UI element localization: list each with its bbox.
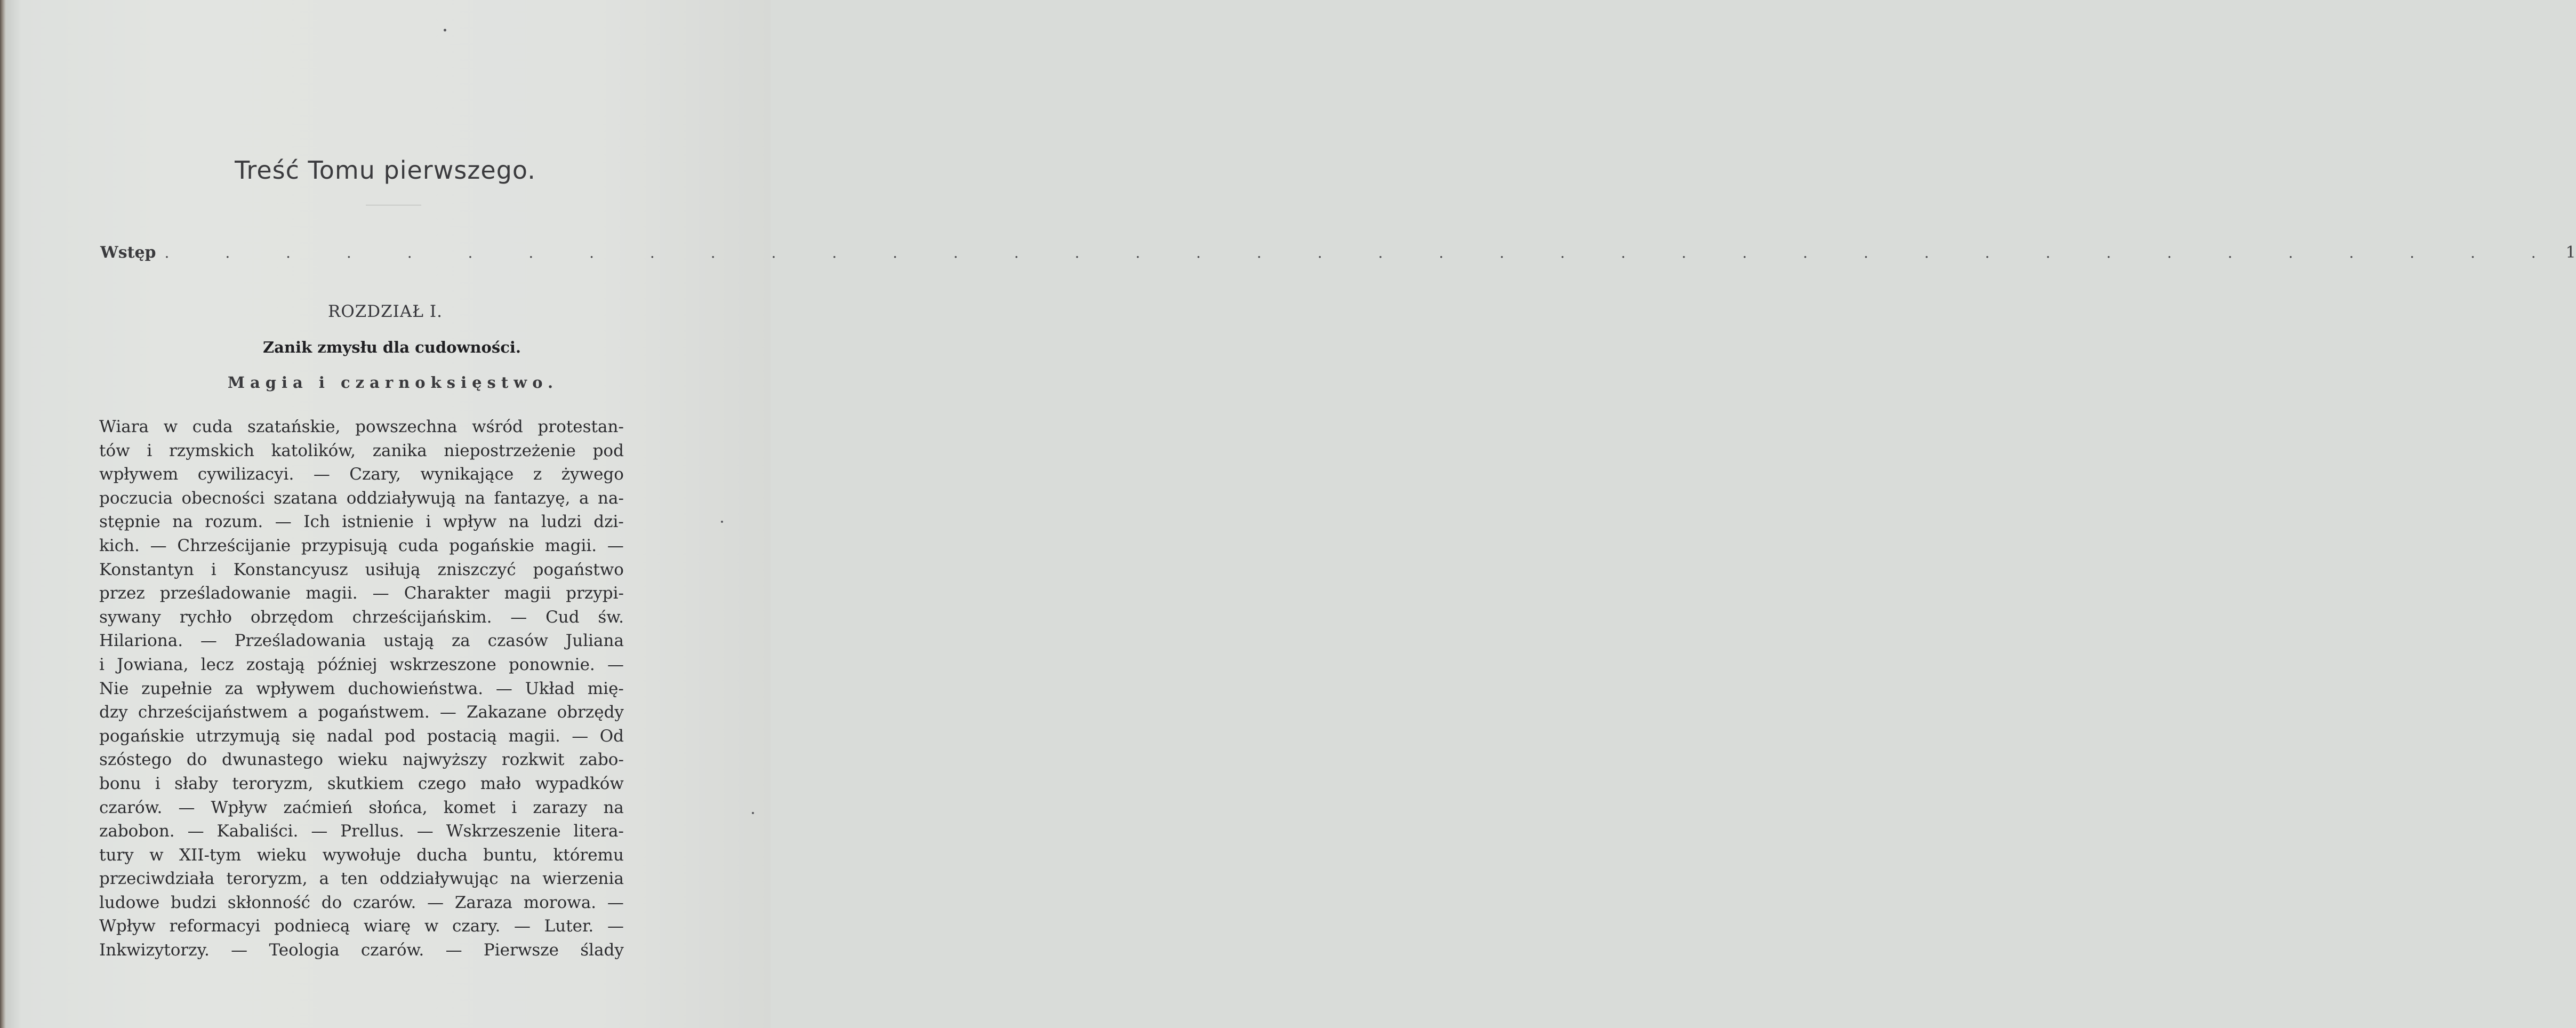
page-title: Treść Tomu pierwszego. (235, 156, 536, 185)
toc-entry-wstep (100, 243, 2576, 269)
toc-entry-label: Wstęp (100, 243, 156, 262)
text-line: poczucia obecności szatana oddziaływują na fantazyę, a na- (99, 488, 624, 508)
text-line: stępnie na rozum. — Ich istnienie i wpływ na ludzi dzi- (99, 512, 624, 532)
text-line: tów i rzymskich katolików, zanika niepostrzeżenie pod (99, 441, 624, 460)
text-line: kich. — Chrześcijanie przypisują cuda pogańskie magii. — (99, 536, 624, 555)
paper-speck (721, 521, 723, 523)
chapter-title: Zanik zmysłu dla cudowności. (263, 338, 521, 356)
chapter-heading: ROZDZIAŁ I. (327, 302, 443, 321)
text-line: Hilariona. — Prześladowania ustają za czasów Juliana (99, 631, 624, 651)
text-line: bonu i słaby teroryzm, skutkiem czego mało wypadków (99, 774, 624, 793)
text-line: czarów. — Wpływ zaćmień słońca, komet i zarazy na (99, 798, 624, 817)
text-line: ludowe budzi skłonność do czarów. — Zaraza morowa. — (99, 892, 624, 912)
chapter-subtitle: Magia i czarnoksięstwo. (227, 373, 559, 392)
text-line: przez prześladowanie magii. — Charakter magii przypi- (99, 584, 624, 603)
text-line: wpływem cywilizacyi. — Czary, wynikające z żywego (99, 465, 624, 484)
text-line: Inkwizytorzy. — Teologia czarów. — Pierwsze ślady (99, 941, 624, 960)
text-line: Nie zupełnie za wpływem duchowieństwa. — Układ mię- (99, 679, 624, 698)
toc-entry-page: 1 (2565, 243, 2576, 262)
page-binding-edge (0, 0, 6, 1028)
chapter-summary (99, 415, 624, 962)
text-line: Konstantyn i Konstancyusz usiłują zniszczyć pogaństwo (99, 560, 624, 579)
text-line: przeciwdziała teroryzm, a ten oddziaływując na wierzenia (99, 869, 624, 889)
text-line: Wpływ reformacyi podniecą wiarę w czary. — Luter. — (99, 917, 624, 936)
paper-speck (752, 812, 754, 814)
text-line: Wiara w cuda szatańskie, powszechna wśród protestan- (99, 417, 624, 436)
text-line: sywany rychło obrzędom chrześcijańskim. — Cud św. (99, 607, 624, 627)
text-line: szóstego do dwunastego wieku najwyższy rozkwit zabo- (99, 750, 624, 770)
text-line: dzy chrześcijaństwem a pogaństwem. — Zakazane obrzędy (99, 703, 624, 722)
text-line: zabobon. — Kabaliści. — Prellus. — Wskrzeszenie litera- (99, 822, 624, 841)
text-line: tury w XII-tym wieku wywołuje ducha buntu, któremu (99, 845, 624, 865)
text-line: i Jowiana, lecz zostają później wskrzeszone ponownie. — (99, 655, 624, 674)
text-line: pogańskie utrzymują się nadal pod postacią magii. — Od (99, 726, 624, 746)
paper-speck (444, 29, 446, 31)
toc-dot-leader: . . . . . . . . . . . . . . . . . . . . . . . . . . . . . . . . . . . . . . . . (164, 244, 2562, 261)
